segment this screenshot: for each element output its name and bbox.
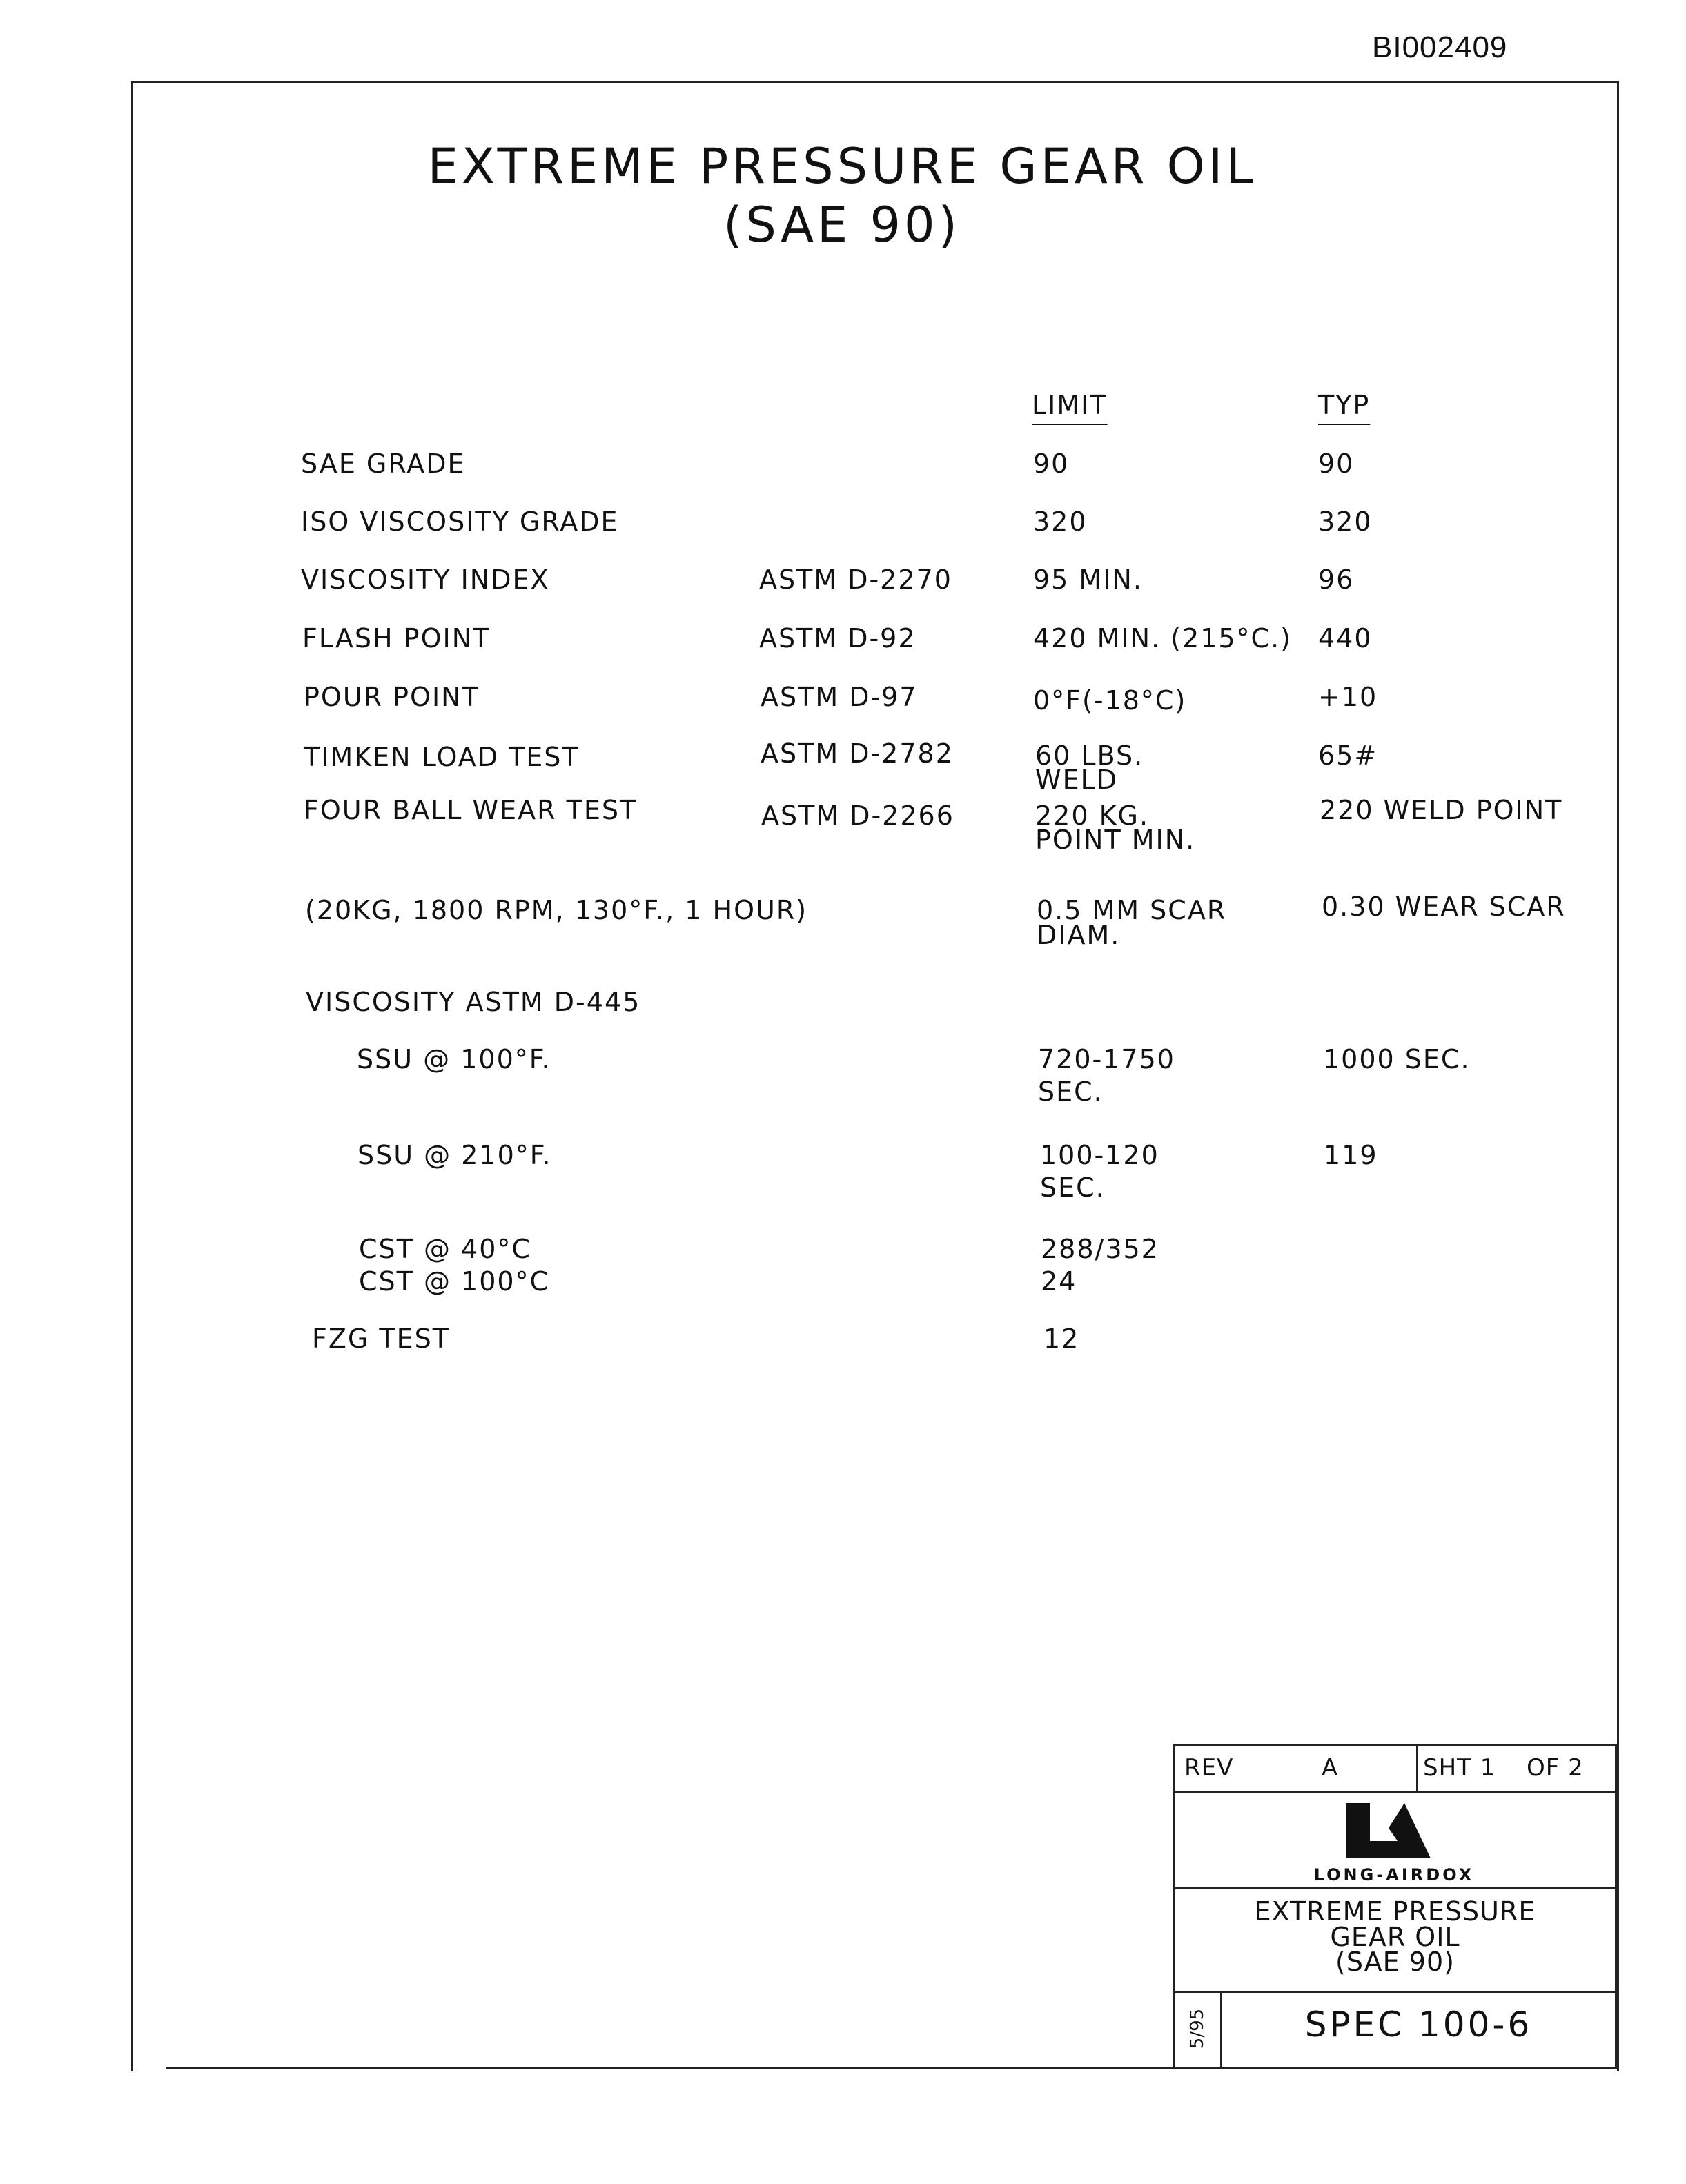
ssu-100-typ: 1000 SEC.: [1323, 1044, 1471, 1074]
title-block-desc-line1: EXTREME PRESSURE: [1254, 1896, 1536, 1927]
row-property: FOUR BALL WEAR TEST: [304, 795, 638, 825]
document-id: BI002409: [1372, 30, 1508, 64]
cst-100-label: CST @ 100°C: [359, 1266, 550, 1297]
fzg-limit: 12: [1043, 1324, 1080, 1354]
ssu-100-label: SSU @ 100°F.: [357, 1044, 551, 1074]
row-property: SAE GRADE: [301, 449, 466, 479]
row-limit: 0.5 MM SCAR: [1037, 895, 1227, 925]
row-property: VISCOSITY INDEX: [301, 564, 550, 595]
title-block-desc-line3: (SAE 90): [1335, 1947, 1455, 1977]
row-typ: 440: [1318, 623, 1373, 653]
row-method: ASTM D-2266: [761, 800, 954, 831]
ssu-210-typ: 119: [1324, 1140, 1378, 1170]
title-block-divider: [1173, 1887, 1617, 1889]
row-limit: 320: [1033, 506, 1088, 537]
row-limit-line2: WELD: [1035, 765, 1119, 795]
row-property: FLASH POINT: [302, 623, 491, 653]
row-method: ASTM D-2782: [761, 738, 954, 769]
sheet-number: SHT 1: [1423, 1754, 1496, 1782]
row-limit: 90: [1033, 449, 1070, 479]
ssu-100-limit-line2: SEC.: [1038, 1076, 1104, 1107]
row-typ: 0.30 WEAR SCAR: [1322, 892, 1566, 922]
row-typ: 90: [1318, 449, 1355, 479]
title-block-divider: [1173, 1991, 1617, 1993]
ssu-210-label: SSU @ 210°F.: [357, 1140, 552, 1170]
cst-100-limit: 24: [1041, 1266, 1077, 1297]
ssu-100-limit: 720-1750: [1038, 1044, 1175, 1074]
row-typ: +10: [1318, 682, 1378, 712]
fzg-label: FZG TEST: [312, 1324, 450, 1354]
row-typ: 220 WELD POINT: [1320, 795, 1563, 825]
page-subtitle: (SAE 90): [723, 197, 961, 253]
row-property: TIMKEN LOAD TEST: [304, 742, 580, 772]
row-limit: 420 MIN. (215°C.): [1033, 623, 1292, 653]
row-method: ASTM D-97: [761, 682, 918, 712]
row-property: POUR POINT: [304, 682, 480, 712]
company-logo-icon: [1342, 1800, 1453, 1862]
row-limit: 0°F(-18°C): [1033, 685, 1187, 716]
row-method: ASTM D-2270: [759, 564, 952, 595]
cst-40-limit: 288/352: [1041, 1234, 1159, 1264]
row-limit: 60 LBS.: [1035, 740, 1144, 771]
viscosity-heading: VISCOSITY ASTM D-445: [306, 987, 641, 1017]
row-typ: 65#: [1318, 740, 1378, 771]
company-name: LONG-AIRDOX: [1313, 1865, 1475, 1885]
ssu-210-limit-line2: SEC.: [1040, 1172, 1106, 1203]
row-typ: 320: [1318, 506, 1373, 537]
page-title: EXTREME PRESSURE GEAR OIL: [427, 138, 1257, 195]
ssu-210-limit: 100-120: [1040, 1140, 1159, 1170]
row-limit-line2: POINT MIN.: [1035, 825, 1196, 855]
row-typ: 96: [1318, 564, 1355, 595]
title-block-desc-line2: GEAR OIL: [1330, 1922, 1460, 1952]
title-block-divider: [1173, 1791, 1617, 1793]
row-method: ASTM D-92: [759, 623, 916, 653]
row-property: ISO VISCOSITY GRADE: [301, 506, 619, 537]
rev-value: A: [1322, 1754, 1339, 1782]
row-limit: 220 KG.: [1035, 800, 1150, 831]
column-header-limit: LIMIT: [1032, 390, 1108, 420]
cst-40-label: CST @ 40°C: [359, 1234, 531, 1264]
title-block-divider: [1416, 1744, 1418, 1791]
rev-label: REV: [1184, 1754, 1234, 1782]
spec-number: SPEC 100-6: [1304, 2005, 1533, 2045]
row-property: (20KG, 1800 RPM, 130°F., 1 HOUR): [305, 895, 808, 925]
row-limit-line2: DIAM.: [1037, 920, 1121, 950]
sheet-total: OF 2: [1527, 1754, 1584, 1782]
revision-date: 5/95: [1187, 2008, 1208, 2049]
row-limit: 95 MIN.: [1033, 564, 1143, 595]
column-header-typ: TYP: [1318, 390, 1371, 420]
